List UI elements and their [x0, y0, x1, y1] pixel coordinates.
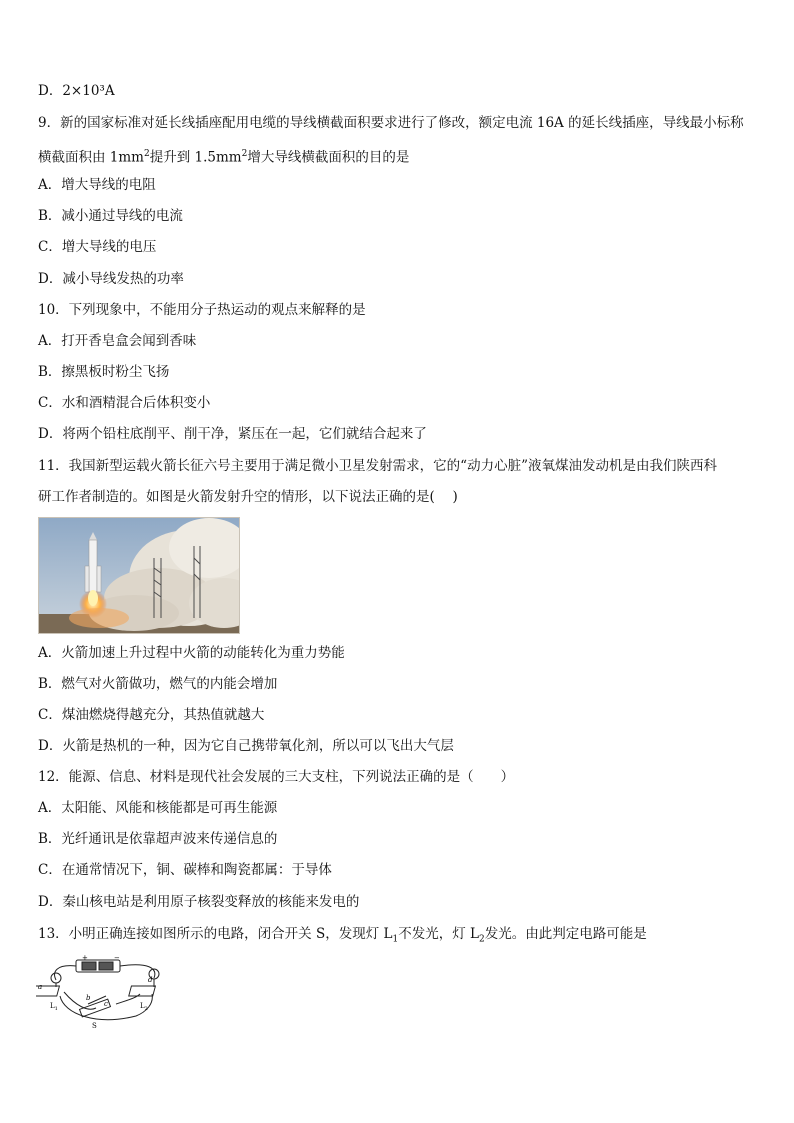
- q9-option-d: D．减小导线发热的功率: [38, 271, 184, 287]
- label-a: a: [38, 983, 43, 991]
- q11-option-b: B．燃气对火箭做功，燃气的内能会增加: [38, 676, 278, 692]
- q11-option-d: D．火箭是热机的一种，因为它自己携带氧化剂，所以可以飞出大气层: [38, 738, 454, 754]
- q9-stem-text-a: 横截面积由 1mm: [38, 149, 144, 166]
- label-minus: −: [114, 954, 120, 962]
- q9-option-b: B．减小通过导线的电流: [38, 208, 183, 224]
- label-L1: $L_1$: [50, 1002, 58, 1012]
- q10-option-c: C．水和酒精混合后体积变小: [38, 395, 211, 411]
- q9-option-c: C．增大导线的电压: [38, 239, 157, 255]
- q8-option-d: D．2×10³A: [38, 83, 115, 99]
- label-c: c: [104, 1000, 108, 1008]
- q10-stem: 10．下列现象中，不能用分子热运动的观点来解释的是: [38, 302, 366, 318]
- q10-option-b: B．擦黑板时粉尘飞扬: [38, 364, 170, 380]
- q11-option-a: A．火箭加速上升过程中火箭的动能转化为重力势能: [38, 645, 345, 661]
- label-L2: $L_2$: [140, 1002, 148, 1012]
- q11-stem-line2: 研工作者制造的。如图是火箭发射升空的情形，以下说法正确的是( ): [38, 489, 458, 505]
- q12-stem: 12．能源、信息、材料是现代社会发展的三大支柱，下列说法正确的是（ ）: [38, 769, 515, 785]
- q9-stem-text-c: 增大导线横截面积的目的是: [247, 149, 410, 166]
- q12-option-d: D．秦山核电站是利用原子核裂变释放的核能来发电的: [38, 894, 360, 910]
- q9-stem-text-b: 提升到 1.5mm: [149, 149, 242, 166]
- label-d: d: [148, 976, 153, 984]
- q9-option-a: A．增大导线的电阻: [38, 177, 156, 193]
- superscript-2: 2: [241, 149, 248, 159]
- q12-option-b: B．光纤通讯是依靠超声波来传递信息的: [38, 831, 278, 847]
- label-plus: +: [82, 954, 88, 962]
- q11-option-c: C．煤油燃烧得越充分，其热值就越大: [38, 707, 265, 723]
- q13-stem: [38, 925, 647, 949]
- rocket-launch-image: [38, 517, 240, 634]
- q13-stem-text-b: 不发光，灯 L: [398, 926, 479, 942]
- q9-stem-line1: 9．新的国家标准对延长线插座配用电缆的导线横截面积要求进行了修改，额定电流 16A 的延长线插座，导线最小标称: [38, 115, 744, 131]
- q13-stem-text-c: 发光。由此判定电路可能是: [484, 926, 647, 942]
- circuit-diagram: [36, 954, 166, 1034]
- superscript-2: 2: [143, 149, 150, 159]
- label-b: b: [86, 994, 91, 1002]
- subscript-1: 1: [392, 934, 399, 945]
- subscript-2: 2: [478, 934, 485, 945]
- label-S: S: [92, 1022, 97, 1030]
- q12-option-c: C．在通常情况下，铜、碳棒和陶瓷都属：于导体: [38, 862, 332, 878]
- q10-option-a: A．打开香皂盒会闻到香味: [38, 333, 197, 349]
- q11-stem-line1: 11．我国新型运载火箭长征六号主要用于满足微小卫星发射需求，它的“动力心脏”液氧煤油发动机是由我们陕西科: [38, 458, 717, 474]
- q9-stem-line2: [38, 145, 409, 167]
- q10-option-d: D．将两个铅柱底削平、削干净，紧压在一起，它们就结合起来了: [38, 426, 427, 442]
- q13-stem-text-a: 13．小明正确连接如图所示的电路，闭合开关 S，发现灯 L: [38, 926, 393, 942]
- q12-option-a: A．太阳能、风能和核能都是可再生能源: [38, 800, 278, 816]
